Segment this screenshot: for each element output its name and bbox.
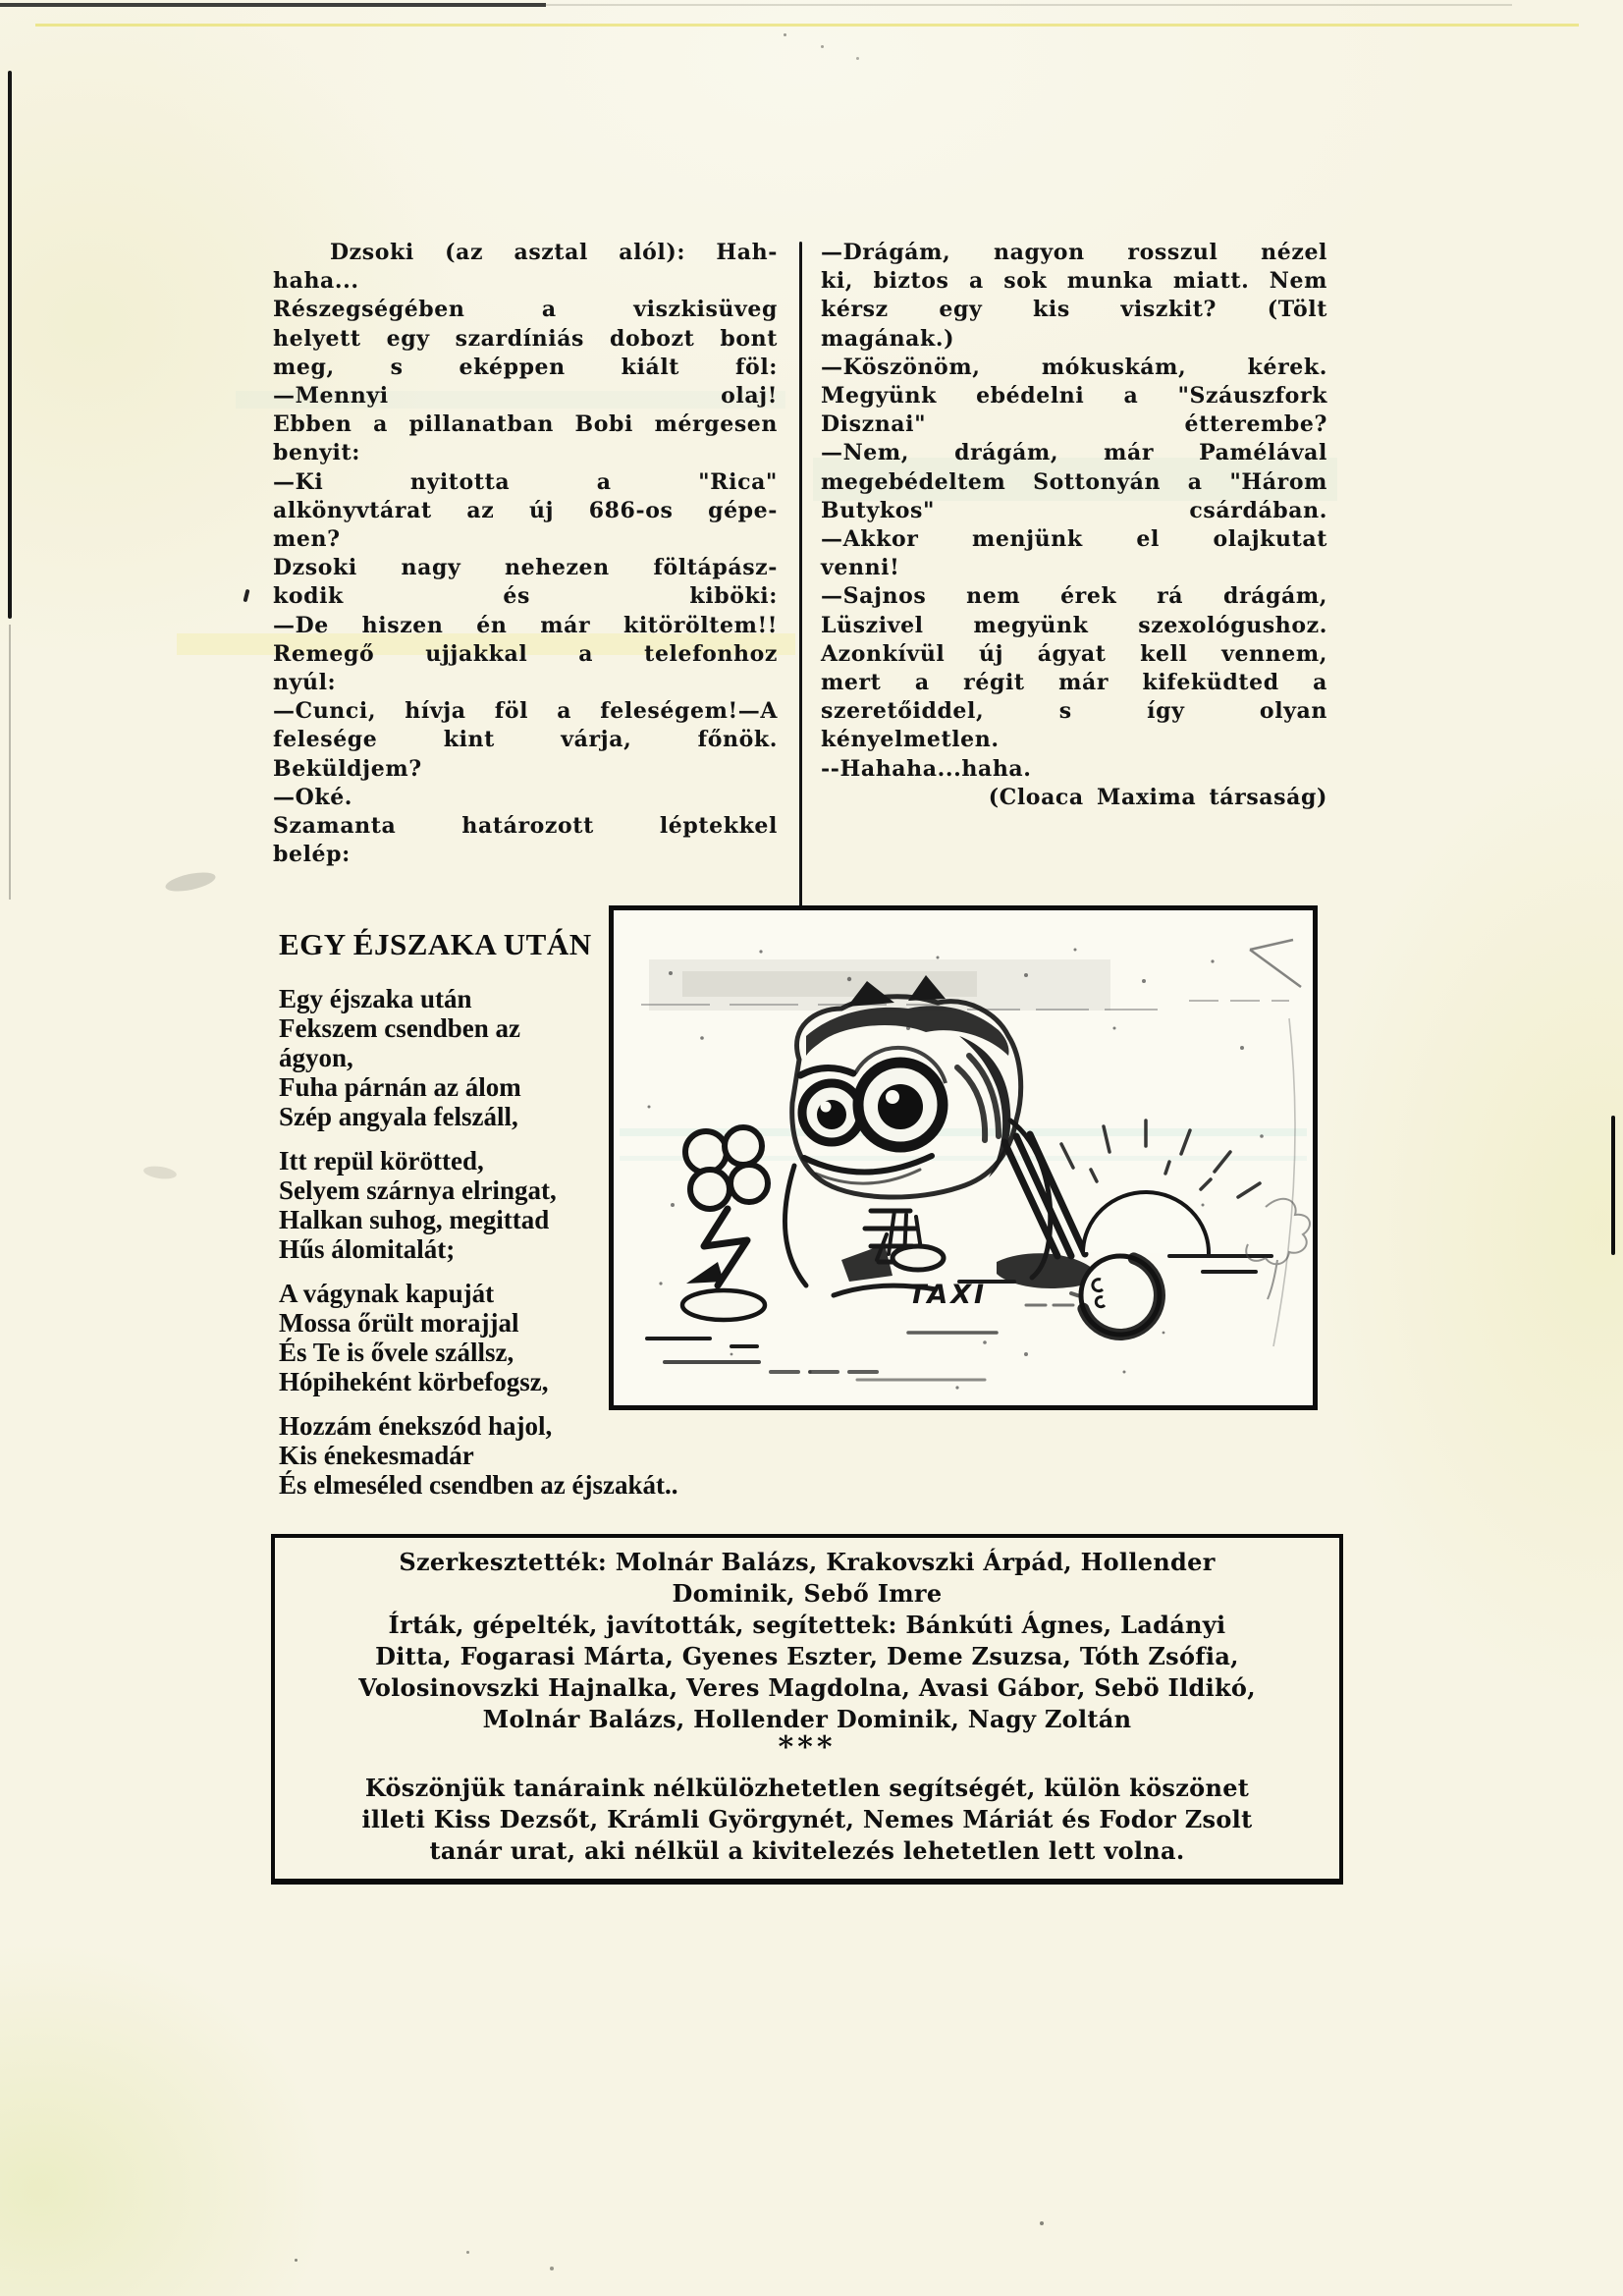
poem-line: ágyon,: [279, 1043, 353, 1072]
frog-sketch-drawing: [614, 910, 1313, 1405]
speck: [550, 2267, 554, 2270]
poem-line: Fuha párnán az álom: [279, 1072, 521, 1102]
frog-sketch-illustration: [609, 905, 1318, 1410]
scan-edge-left-faint: [9, 625, 11, 900]
poem-line: Hozzám énekszód hajol,: [279, 1411, 553, 1441]
story-line: —Cunci, hívja föl a feleségem!—A: [273, 698, 778, 725]
story-line: alkönyvtárat az új 686-os gépe-: [273, 497, 778, 523]
poem-line: Egy éjszaka után: [279, 984, 472, 1013]
story-line: men?: [273, 526, 341, 553]
stray-mark: [243, 589, 249, 603]
scan-edge-top-faint: [530, 4, 1512, 6]
pencil-smudge: [142, 1165, 177, 1181]
story-line: Ebben a pillanatban Bobi mérgesen: [273, 411, 778, 438]
story-line: Butykos" csárdában.: [821, 497, 1327, 523]
story-line: megebédeltem Sottonyán a "Három: [821, 468, 1327, 495]
story-line: szeretőiddel, s így olyan: [821, 698, 1327, 725]
story-line: mert a régit már kifeküdted a: [821, 670, 1327, 696]
story-line: Részegségében a viszkisüveg: [273, 297, 778, 323]
credits-line: ***: [778, 1730, 837, 1765]
poem-line: Kis énekesmadár: [279, 1441, 474, 1470]
story-column-left: [273, 239, 778, 869]
story-line: venni!: [821, 555, 900, 581]
sun-dome: [1061, 1121, 1260, 1254]
story-line: Lüszivel megyünk szexológushoz.: [821, 612, 1327, 638]
poem-line: És elmeséled csendben az éjszakát..: [279, 1470, 678, 1500]
poem-line: Fekszem csendben az: [279, 1013, 520, 1043]
poem-line: Hűs álomitalát;: [279, 1234, 456, 1264]
story-line: —Drágám, nagyon rosszul nézel: [821, 240, 1327, 265]
story-line: (Cloaca Maxima társaság): [988, 784, 1327, 810]
story-line: kodik és kiböki:: [273, 583, 778, 610]
poem-line: Halkan suhog, megittad: [279, 1205, 550, 1234]
story-line: ki, biztos a sok munka miatt. Nem: [821, 268, 1327, 295]
poem-title: EGY ÉJSZAKA UTÁN: [279, 927, 592, 961]
scan-edge-left: [8, 71, 12, 619]
story-line: —Köszönöm, mókuskám, kérek.: [821, 354, 1327, 380]
story-line: --Hahaha...haha.: [821, 755, 1032, 782]
pencil-smudge: [164, 869, 217, 895]
poem-line: Hópiheként körbefogsz,: [279, 1367, 549, 1396]
poem-line: Mossa őrült morajjal: [279, 1308, 519, 1338]
scan-mark-right: [1611, 1116, 1615, 1255]
story-line: —Nem, drágám, már Pamélával: [821, 440, 1327, 466]
story-line: felesége kint várja, főnök.: [273, 727, 778, 753]
ball: [1081, 1256, 1160, 1335]
story-line: Azonkívül új ágyat kell vennem,: [821, 640, 1327, 667]
story-line: Beküldjem?: [273, 755, 422, 782]
story-line: —Akkor menjünk el olajkutat: [821, 526, 1327, 553]
story-column-right: [821, 239, 1327, 812]
credits-line: tanár urat, aki nélkül a kivitelezés lehetetlen lett volna.: [429, 1836, 1185, 1865]
story-line: —Ki nyitotta a "Rica": [273, 468, 778, 495]
story-line: meg, s eképpen kiált föl:: [273, 354, 778, 380]
scan-edge-top: [0, 3, 546, 7]
credits-line: Volosinovszki Hajnalka, Veres Magdolna, Avasi Gábor, Sebö Ildikó,: [358, 1673, 1256, 1702]
story-line: helyett egy szardíniás dobozt bont: [273, 325, 778, 352]
story-line: —Oké.: [273, 784, 353, 810]
story-line: kényelmetlen.: [821, 727, 1000, 753]
story-line: magának.): [821, 325, 955, 352]
stone: [682, 1290, 765, 1320]
story-line: nyúl:: [273, 670, 337, 696]
poem-line: És Te is ővele szállsz,: [279, 1338, 514, 1367]
story-line: —Sajnos nem érek rá drágám,: [821, 583, 1327, 610]
story-line: —De hiszen én már kitöröltem!!: [273, 612, 778, 638]
frog-eyes: [802, 1048, 946, 1147]
poem-line: A vágynak kapuját: [279, 1279, 495, 1308]
clover-flower: [682, 1127, 768, 1320]
bush-scribble: [1246, 1199, 1310, 1299]
poem-line: Itt repül körötted,: [279, 1146, 484, 1175]
story-line: Dzsoki nagy nehezen föltápász-: [273, 555, 778, 581]
credits-line: Szerkesztették: Molnár Balázs, Krakovszki Árpád, Hollender: [399, 1548, 1216, 1576]
story-line: haha...: [273, 268, 359, 295]
story-line: benyit:: [273, 440, 360, 466]
story-line: Disznai" étterembe?: [821, 411, 1327, 438]
speck: [295, 2259, 298, 2262]
speck: [856, 57, 859, 60]
story-line: belép:: [273, 842, 351, 868]
poem-line: Szép angyala felszáll,: [279, 1102, 518, 1131]
speck: [821, 45, 824, 48]
artist-signature: TAXI: [908, 1280, 988, 1310]
story-line: Megyünk ebédelni a "Száuszfork: [821, 383, 1327, 410]
story-line: Dzsoki (az asztal alól): Hah-: [330, 240, 778, 265]
credits-box: [271, 1534, 1343, 1885]
credits-line: Írták, gépelték, javították, segítettek: Bánkúti Ágnes, Ladányi: [388, 1611, 1226, 1639]
photocopy-streak: [35, 24, 1579, 27]
story-line: Remegő ujjakkal a telefonhoz: [273, 640, 778, 667]
credits-line: Ditta, Fogarasi Márta, Gyenes Eszter, Deme Zsuzsa, Tóth Zsófia,: [375, 1642, 1239, 1670]
credits-line: Köszönjük tanáraink nélkülözhetetlen segítségét, külön köszönet: [364, 1774, 1250, 1802]
story-line: —Mennyi olaj!: [273, 383, 778, 410]
story-line: kérsz egy kis viszkit? (Tölt: [821, 297, 1327, 323]
story-line: Szamanta határozott léptekkel: [273, 813, 778, 840]
credits-line: Molnár Balázs, Hollender Dominik, Nagy Zoltán: [482, 1705, 1132, 1733]
speck: [1040, 2221, 1044, 2225]
speck: [466, 2251, 469, 2254]
speck: [784, 33, 786, 36]
credits-line: illeti Kiss Dezsőt, Krámli Györgynét, Nemes Máriát és Fodor Zsolt: [361, 1805, 1253, 1833]
credits-line: Dominik, Sebő Imre: [672, 1579, 943, 1608]
column-divider-rule: [799, 242, 802, 917]
poem-line: Selyem szárnya elringat,: [279, 1175, 557, 1205]
